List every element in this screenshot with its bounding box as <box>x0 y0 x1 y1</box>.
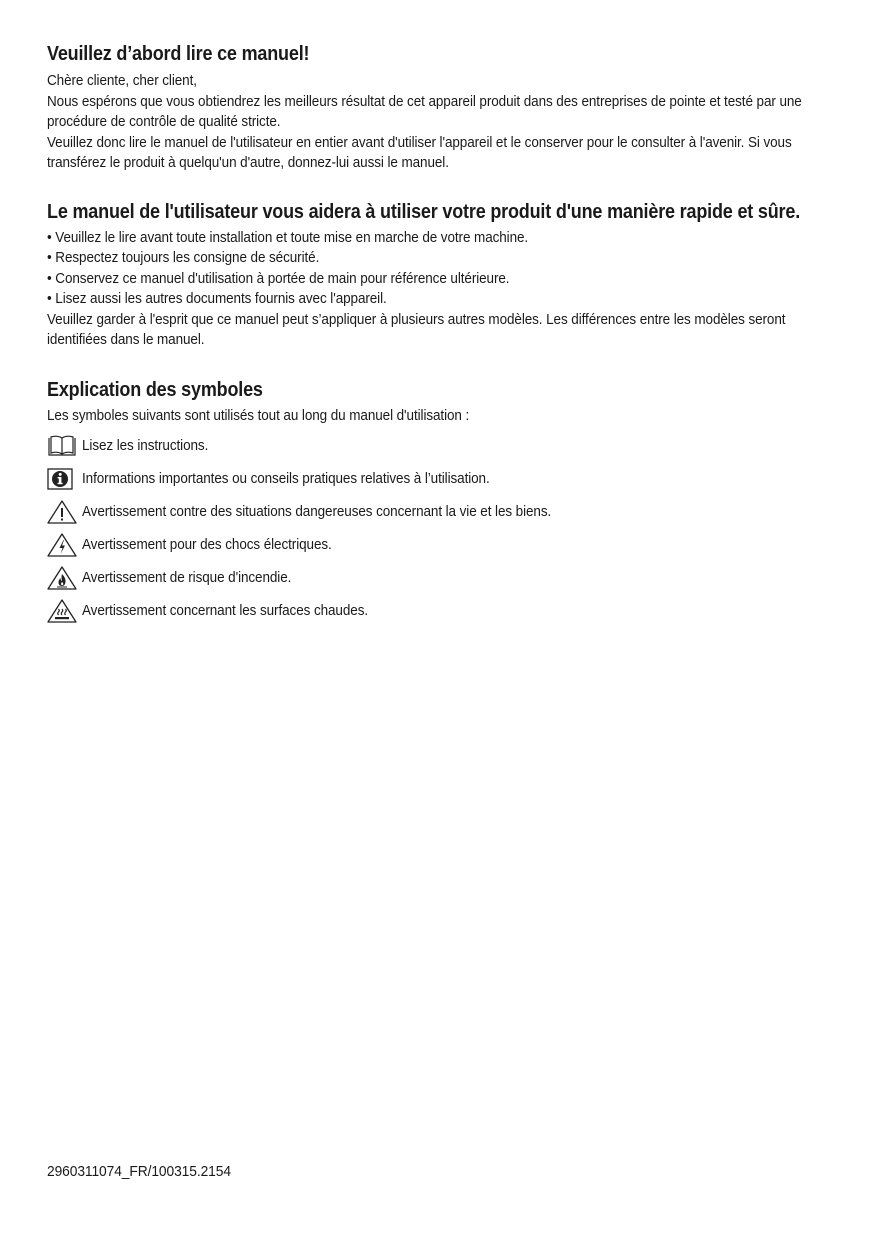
section-title-user-manual: Le manuel de l'utilisateur vous aidera à utiliser votre produit d'une manière rapide et sûre. <box>47 200 801 223</box>
intro-paragraph: Nous espérons que vous obtiendrez les meilleurs résultat de cet appareil produit dans des entreprises de pointe et testé par une procédure de contrôle de qualité stricte. <box>47 92 802 130</box>
fire-icon <box>47 566 77 590</box>
hot-surface-icon <box>47 599 77 623</box>
list-item: • Respectez toujours les consigne de sécurité. <box>47 249 320 266</box>
list-item: • Conservez ce manuel d'utilisation à portée de main pour référence ultérieure. <box>47 269 510 287</box>
symbols-intro: Les symboles suivants sont utilisés tout au long du manuel d'utilisation : <box>47 406 470 424</box>
symbol-text: Avertissement pour des chocs électriques. <box>82 536 332 553</box>
warning-icon <box>47 500 77 524</box>
info-icon <box>47 467 77 491</box>
symbol-text: Avertissement contre des situations dangereuses concernant la vie et les biens. <box>82 503 552 520</box>
symbol-row-book <box>47 434 837 458</box>
symbol-list <box>47 434 837 623</box>
symbol-text: Lisez les instructions. <box>82 437 209 454</box>
section-title-symbols: Explication des symboles <box>47 378 263 401</box>
symbol-row-fire <box>47 566 837 590</box>
bullet-list <box>47 228 837 310</box>
symbol-row-electric <box>47 533 837 557</box>
symbol-text: Informations importantes ou conseils pratiques relatives à l’utilisation. <box>82 470 490 487</box>
symbol-row-info <box>47 467 837 491</box>
electric-shock-icon <box>47 533 77 557</box>
list-item: • Veuillez le lire avant toute installation et toute mise en marche de votre machine. <box>47 228 529 246</box>
section-title-read-manual: Veuillez d’abord lire ce manuel! <box>47 43 310 65</box>
symbol-row-warning <box>47 500 837 524</box>
list-item: • Lisez aussi les autres documents fournis avec l'appareil. <box>47 290 387 307</box>
read-manual-paragraph: Veuillez donc lire le manuel de l'utilisateur en entier avant d'utiliser l'appareil et le conserver pour le consulter à l'avenir. Si vous transférez le produit à quelqu'un d'autre, donnez-lui aussi le manuel. <box>47 133 792 171</box>
document-code: 2960311074_FR/100315.2154 <box>47 1163 231 1180</box>
symbol-text: Avertissement de risque d'incendie. <box>82 569 292 586</box>
symbol-text: Avertissement concernant les surfaces chaudes. <box>82 602 369 619</box>
book-icon <box>47 434 77 458</box>
salutation: Chère cliente, cher client, <box>47 72 197 89</box>
models-note: Veuillez garder à l'esprit que ce manuel peut s’appliquer à plusieurs autres modèles. Les différences entre les modèles seront identifiées dans le manuel. <box>47 310 786 348</box>
symbol-row-hot-surface <box>47 599 837 623</box>
document-page <box>47 42 837 623</box>
